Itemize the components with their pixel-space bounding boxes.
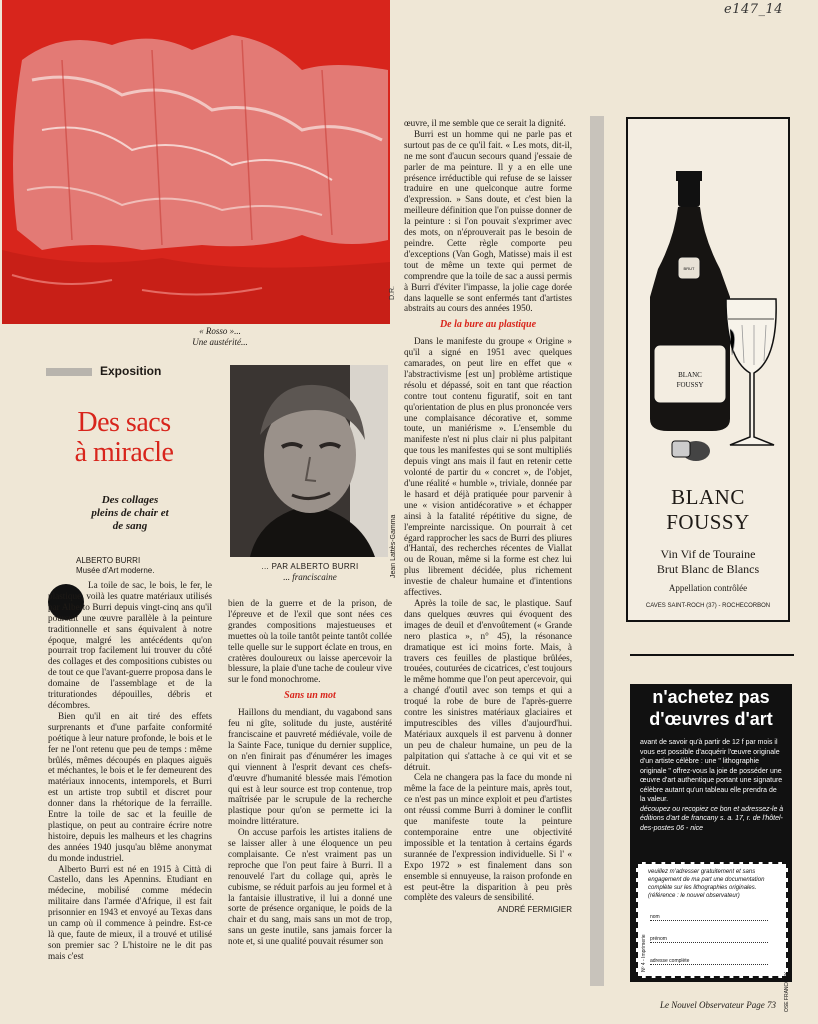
subhead-line-2: pleins de chair et [91,507,169,519]
wine-advertisement [626,117,790,622]
painting-caption-title: « Rosso »... [199,326,241,336]
lithograph-body-address: découpez ou recopiez ce bon et adressez-le à éditions d'art de francany s. a. 17, r. de l'hôtel-des-postes 06 - nice [640,805,784,832]
painting-caption [150,326,290,348]
subhead-line-1: Des collages [101,494,159,506]
col1-paragraph-3: Alberto Burri est né en 1915 à Città di Castello, dans les Apennins. Etudiant en médecine, mobilisé comme médecin militaire dans l'armée d'Afrique, il est fait prisonnier en 1943 et envoyé au Texas dans un camp où il commence à peindre. Est-ce là que, faute de mieux, il a trouvé et utilisé son premier sac ? L'histoire ne le dit pas mais c'est [48,863,212,961]
subhead-line-3: de sang [112,520,148,532]
portrait-photo [230,365,388,557]
article-author: ANDRÉ FERMIGIER [497,905,572,915]
article-subhead [60,494,200,533]
lithograph-ad-headline [634,686,788,730]
ad-separator-rule [630,654,794,656]
wine-tagline-2: Brut Blanc de Blancs [656,562,760,576]
wine-brand-line-2: FOUSSY [666,510,750,534]
byline-name: ALBERTO BURRI [76,556,141,565]
portrait-caption-line-2: ... franciscaine [283,572,337,582]
section-rubric: Exposition [100,364,162,378]
portrait-caption [232,561,388,583]
svg-text:BRUT: BRUT [683,266,695,271]
rubric-bar [46,368,92,376]
col3-paragraph-5: Cela ne changera pas la face du monde ni même la face de la peinture mais, après tout, ce n'est pas un mince exploit et peu d'artistes ont réussi comme Burri à dominer le conflit que manifeste toute la peinture contemporaine entre une objectivité impossible et la tentation à certains égards surannée de l'expression individuelle. Si l' « Expo 1972 » est finalement dans son ensemble si ennuyeuse, la raison profonde en est peut-être la disparition à peu près complète des valeurs de sensibilité. [404,772,572,903]
article-headline [40,408,208,468]
lithograph-headline-line-1: n'achetez pas [652,687,770,707]
portrait-caption-line-1: ... PAR ALBERTO BURRI [261,562,359,571]
lithograph-body-text: avant de savoir qu'à partir de 12 f par mois il vous est possible d'acquérir l'œuvre originale d'un artiste célèbre : une " lithographie originale " offrez-vous la joie de posséder une œuvre d'art authentique portant une signature célèbre autant qu'un tableau elle prendra de la valeur. [640,739,783,803]
col2-paragraph-1: bien de la guerre et de la prison, de l'épreuve et de l'exil que sont nées ces grandes compositions majestueuses et muettes où la toile tantôt peinte tantôt collée telle quelle sur le support éclate en trous, en cratères douloureux ou laisse apercevoir la blessure, la plaie d'une tache de couleur vive sur le fond monochrome. [228,598,392,685]
coupon-field-nom[interactable]: nom [650,914,768,921]
wine-tagline-1: Vin Vif de Touraine [660,547,756,561]
article-column-3 [404,118,572,916]
col3-paragraph-2: Burri est un homme qui ne parle pas et surtout pas de ce qu'il fait. « Les mots, dit-il, ne me sont d'aucun secours quand j'essaie de parler de ma peinture. Il y a en elle une présence irréductible qui refuse de se laisser traduire en une quelconque autre forme d'expression. » Sans doute, et c'est bien la meilleure définition que l'on puisse donner de la peinture : si l'on pouvait s'exprimer avec des mots, on n'éprouverait pas le besoin de peindre. Cette règle comporte peu d'exceptions (Van Gogh, Matisse) mais il est tout de même un texte qui permet de comprendre que la toile de sac a aussi permis à Burri d'éviter l'impasse, la jolie cage dorée dans laquelle se sont enfermés tant d'artistes abstraits au cours des années 1950. [404,128,573,314]
wine-caves: CAVES SAINT-ROCH (37) - ROCHECORBON [645,603,771,609]
page-footer: Le Nouvel Observateur Page 73 [660,1000,776,1010]
col2-paragraph-2: Haillons du mendiant, du vagabond sans feu ni gîte, solitude du juste, austérité franciscaine et pauvreté médiévale, voile de la Sainte Face, tunique du dernier supplice, on n'en finirait pas d'énumérer les images qui viennent à l'esprit devant ces chefs-d'œuvre d'humanité blessée mais l'émotion qui est à leur source est trop contenue, trop maîtrisée par le scrupule de la recherche plastique pour qu'on se permette ici la moindre littérature. [228,707,392,827]
painting-caption-sub: Une austérité... [192,337,248,347]
coupon-text: veuillez m'adresser gratuitement et sans engagement de ma part une documentation complète sur les lithographies originales. (référence : le nouvel observateur) [648,869,765,899]
col2-paragraph-3: On accuse parfois les artistes italiens de se laisser aller à une éloquence un peu complaisante. Ce n'est vraiment pas un reproche que l'on peut faire à Burri. Il a renouvelé l'art du collage qui, après le cubisme, se réduit parfois au jeu formel et à la fantaisie illustrative, il lui a donné une sorte de présence organique, le poids de la chair et du sang, mais sans un mot de trop, sans un geste inutile, sans jamais forcer la note et, si une qualité pouvait résumer son [228,827,392,947]
headline-line-1: Des sacs [77,407,171,438]
col3-paragraph-3: Dans le manifeste du groupe « Origine » qu'il a signé en 1951 avec quelques camarades, on peut lire en effet que « l'abstractivisme [est un] problème artistique résolu et dépassé, soit en tant que réaction contre tout contenu figuratif, soit en tant qu'orientation de plus en plus prononcée vers une complaisance décorative et, somme toute, un maniérisme ». L'ensemble du manifeste n'est ni plus clair ni plus palpitant que tous les manifestes qui se sont multipliés depuis vingt ans mais il faut en retenir cette volonté de partir du « concret », de l'objet, d'une réalité « humble », triviale, donnée par le hasard et déjà pratiquée pour parvenir à une « vision antidécorative » et échapper ainsi à la fatalité répétitive du signe, de l'empreinte narcissique. On pourrait à cet égard rapprocher les sacs de Burri des pliures d'Hantaï, des recherches récentes de Viallat ou de Rouan, même si la forme est chez lui plus librement décidée, plus richement investie de chaleur humaine et d'intentions affectives. [404,336,572,598]
wine-bottle-illustration [628,119,788,479]
col3-paragraph-1: œuvre, il me semble que ce serait la dignité. [404,118,566,128]
article-column-1 [48,580,212,962]
lithograph-headline-line-2: d'œuvres d'art [649,709,773,729]
coupon-side-printer: Nº 4 - Imprimerie [641,934,647,972]
bottle-label-text-bottom: FOUSSY [676,381,704,389]
handwritten-archive-note: e147_14 [724,2,784,17]
col3-subheading: De la bure au plastique [439,319,537,331]
painting-rosso [2,0,390,324]
wine-appellation: Appellation contrôlée [668,583,748,593]
column-divider [590,116,604,986]
coupon-field-prenom[interactable]: prénom [650,936,768,943]
coupon-field-adresse[interactable]: adresse complète [650,958,768,965]
col1-paragraph-1: La toile de sac, le bois, le fer, le plastique, voilà les quatre matériaux utilisés par Alberto Burri depuis vingt-cinq ans qu'il poursuit une œuvre parallèle à la peinture traditionnelle et sans équivalent à notre époque, malgré les antécédents qu'on pourrait trop facilement lui trouver du côté des collages et des compositions cubistes ou de tout ce que l'avant-guerre proposa dans le domaine de l'assemblage et de la triturationdes dépouilles, débris et décombres. [48,580,212,710]
wine-brand [628,485,788,535]
byline-institution: Musée d'Art moderne. [76,566,155,575]
wine-brand-line-1: BLANC [671,485,745,509]
article-column-2 [228,598,392,947]
lithograph-ad-body [640,738,784,833]
painting-photo-credit: D.R. [389,286,396,300]
col1-paragraph-2: Bien qu'il en ait tiré des effets surprenants et d'une parfaite conformité poétique à leur nature profonde, le bois et le fer ne l'ont retenu que peu de temps : même brûlés, mêmes découpés en plaques aiguës et méchantes, le bois et le fer demeurent des matériaux innocents, intemporels, et Burri est un artiste trop subtil et discret pour donner dans la rhétorique de la ferraille. Entre la toile de sac et la feuille de plastique, on peut au contraire écrire notre histoire, depuis les malheurs et les chagrins des années 1940 jusqu'au blême anonymat du monde industriel. [48,710,212,863]
portrait-photo-credit: Jean Lattès-Gamma [390,514,397,578]
col2-subheading: Sans un mot [284,690,336,702]
col3-paragraph-4: Après la toile de sac, le plastique. Sauf dans quelques œuvres qui évoquent des images de deuil et d'envoûtement (« Grande nero plastica », n° 45), la résonance dramatique est ici moins forte. Mais, à travers ces feuilles de plastique brûlées, trouées, couturées de cicatrices, c'est toujours le même homme que l'on peut apercevoir, qui a changé d'outil avec son temps et qui a troqué la robe de bure de l'après-guerre contre les sinistres matériaux glaciaires et imputrescibles des villes d'aujourd'hui. Matériaux auxquels il est parvenu à donner un peu de chaleur humaine, un peu de la palpitation qui s'attache à ce qui vit et se détruit. [404,597,572,772]
coupon-side-brand: OSE FRANCONY [784,972,790,1013]
headline-line-2: à miracle [74,437,174,468]
bottle-label-text-top: BLANC [678,371,702,379]
